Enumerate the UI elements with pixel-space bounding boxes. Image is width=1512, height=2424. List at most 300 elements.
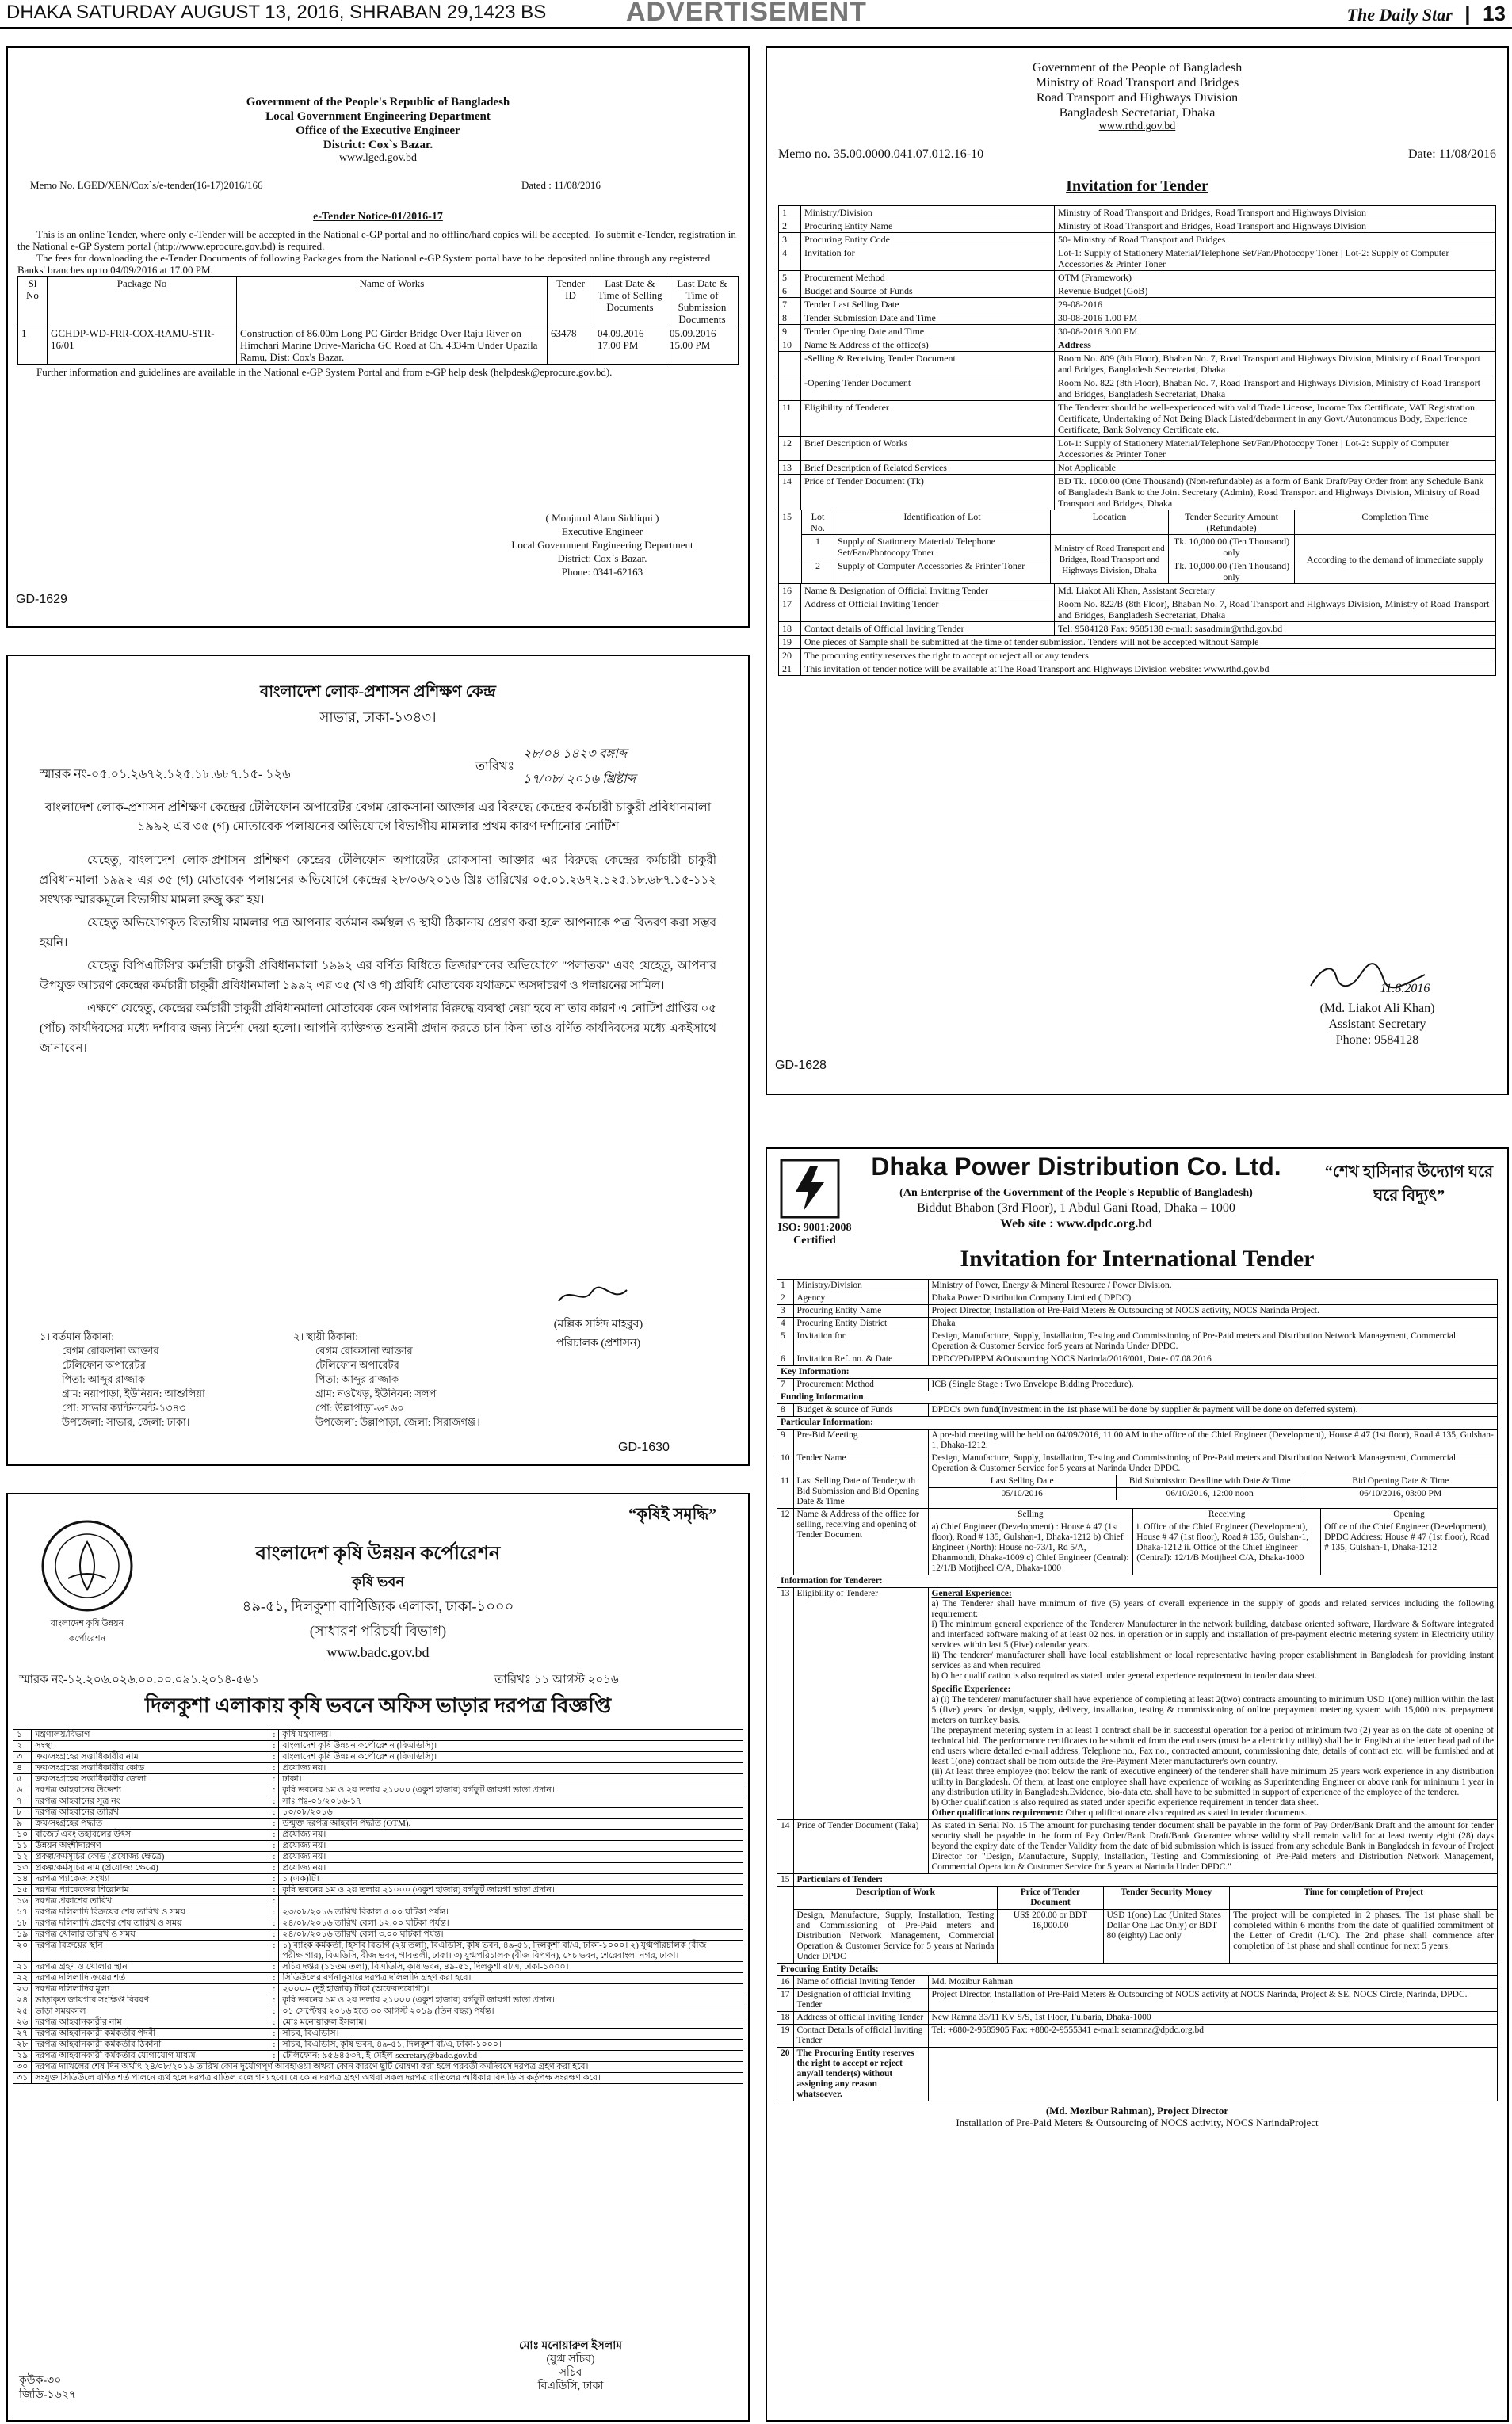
table-row (13, 2062, 743, 2073)
rthd-table-2 (778, 583, 1496, 636)
badc-cell: ১৫ (13, 1885, 32, 1896)
dpdc-section: Funding Information (777, 1391, 1498, 1404)
table-row (777, 1452, 1498, 1475)
badc-cell: ২৪ (13, 1995, 32, 2006)
table-row (13, 1930, 743, 1941)
dpdc-section: Key Information: (777, 1366, 1498, 1379)
table-row (779, 271, 1496, 284)
badc-cell: ২৭ (13, 2029, 32, 2040)
badc-cell: : (269, 1741, 279, 1752)
badc-cell: ২৪/০৮/২০১৬ তারিখ বেলা ১২.০০ ঘটিকা পর্যন্ত। (279, 1918, 743, 1930)
badc-cell: ১৪ (13, 1874, 32, 1885)
table-row (779, 437, 1496, 461)
dpdc-cell: Tender Name (793, 1452, 928, 1475)
table-row (779, 622, 1496, 636)
dpdc-cell: ICB (Single Stage : Two Envelope Bidding Procedure). (928, 1379, 1498, 1391)
dpdc-section: Particular Information: (777, 1417, 1498, 1430)
dpdc-sub-val: 06/10/2016, 03:00 PM (1304, 1488, 1497, 1501)
masthead-paper: The Daily Star | 13 (1346, 2, 1506, 25)
dpdc-subtable-cell (793, 1887, 1498, 1964)
dpdc-cell: Address of official Inviting Tender (793, 2012, 928, 2025)
dpdc-cell: 10 (777, 1452, 794, 1475)
table-row (777, 1588, 1498, 1820)
table-row (13, 1841, 743, 1852)
dpdc-cell: 5 (777, 1330, 794, 1353)
badc-heading: দিলকুশা এলাকায় কৃষি ভবনে অফিস ভাড়ার দরপত্র বিজ্ঞপ্তি (144, 1694, 612, 1717)
table-row (779, 636, 1496, 649)
dpdc-sub-head: Receiving (1133, 1509, 1321, 1521)
dpdc-cell: DPDC's own fund(Investment in the 1st phase will be done by supplier & payment will be done on deferred system). (928, 1404, 1498, 1417)
rthd-cell: Budget and Source of Funds (801, 284, 1055, 298)
rthd-cell: Not Applicable (1055, 461, 1496, 475)
dpdc-cell: 7 (777, 1379, 794, 1391)
lged-cell: 1 (18, 326, 48, 365)
dpdc-web[interactable]: Web site : www.dpdc.org.bd (999, 1217, 1153, 1231)
badc-cell: সংযুক্ত সিডিউলে বর্ণিত শর্ত পালনে ব্যর্থ হলে দরপত্র বাতিল বলে গণ্য হবে। যে কোন দরপত্র গ্রহণ অথবা সকল দরপত্র বাতিলের অধিকার বিএডিসি কর্তৃপক্ষ সংরক্ষণ করে। (32, 2073, 743, 2084)
part-head: Time for completion of Project (1230, 1887, 1497, 1910)
rthd-cell: Ministry of Road Transport and Bridges, Road Transport and Highways Division (1055, 219, 1496, 233)
badc-cell: ২১ (13, 1962, 32, 1973)
rthd-notes (778, 635, 1496, 676)
badc-cell: ১০ (13, 1830, 32, 1841)
badc-cell: : (269, 1763, 279, 1774)
badc-cell: দরপত্র প্যাকেজ সংখ্যা (32, 1874, 269, 1885)
ad-code: জিডি-১৬২৭ (19, 2389, 76, 2401)
table-row (13, 1830, 743, 1841)
badc-url[interactable]: www.badc.gov.bd (326, 1644, 430, 1660)
dpdc-cell: New Ramna 33/11 KV S/S, 1st Floor, Fulbaria, Dhaka-1000 (928, 2012, 1498, 2025)
lged-cell: Construction of 86.00m Long PC Girder Bridge Over Raju River on Himchari Marine Drive-Maricha GC Road at Ch. 4334m Under Upazila Ramu, Dist: Cox's Bazar. (237, 326, 548, 365)
dpdc-cell: 13 (777, 1588, 794, 1820)
dpdc-sub-val: Office of the Chief Engineer (Development), DPDC Address: House # 47 (1st floor), Road # 135, Gulshan-1, Dhaka-1212 (1321, 1521, 1497, 1575)
lged-th: Name of Works (237, 277, 548, 326)
table-row (13, 2006, 743, 2017)
table-row (779, 649, 1496, 662)
rthd-cell: BD Tk. 1000.00 (One Thousand) (Non-refundable) as a form of Bank Draft/Pay Order from any Schedule Bank of Bangladesh Bank to the Joint Secretary (Admin), Road Transport and Highways Division, Ministry of Road Transport and Bridges, Dhaka (1055, 475, 1496, 510)
badc-cell: ২৮ (13, 2040, 32, 2051)
table-row (13, 2029, 743, 2040)
badc-cell: ২৩/০৮/২০১৬ তারিখ বিকাল ৫.০০ ঘটিকা পর্যন্ত। (279, 1907, 743, 1918)
table-row (13, 1874, 743, 1885)
badc-memo: স্মারক নং-১২.২০৬.০২৬.০০.০০.০৯১.২০১৪-৫৬১ (19, 1674, 259, 1686)
badc-cell: ২০ (13, 1941, 32, 1962)
dpdc-signatory (777, 2105, 1498, 2128)
badc-cell: ১৩ (13, 1863, 32, 1874)
signatory-line: (মল্লিক সাঈদ মাহবুব) (553, 1319, 643, 1330)
rthd-cell: Tender Opening Date and Time (801, 325, 1055, 338)
table-row (13, 1995, 743, 2006)
dpdc-cell: Eligibility of Tenderer (793, 1588, 928, 1820)
badc-cell: ১২ (13, 1852, 32, 1863)
table-row (779, 376, 1496, 401)
badc-cell: ১৮ (13, 1918, 32, 1930)
rthd-cell: One pieces of Sample shall be submitted at the time of tender submission. Tenders will not be accepted without Sample (801, 636, 1496, 649)
badc-cell: ২২ (13, 1973, 32, 1984)
signatory-line: Local Government Engineering Department (511, 539, 693, 551)
badc-cell: দরপত্র প্রকাশের তারিখ (32, 1896, 269, 1907)
badc-cell: ১৯ (13, 1930, 32, 1941)
badc-cell: দরপত্র আহবানকারী কর্মকর্তার ঠিকানা (32, 2040, 269, 2051)
table-row (779, 233, 1496, 246)
badc-cell: : (269, 1995, 279, 2006)
badc-cell: কৃষি মন্ত্রণালয়। (279, 1730, 743, 1741)
badc-cell: : (269, 1852, 279, 1863)
dpdc-cell: 15 (777, 1874, 794, 1887)
lot-completion: According to the demand of immediate supply (1295, 535, 1496, 584)
badc-signatory (475, 2339, 666, 2393)
address-line: পো: উল্লাপাড়া-৬৭৬০ (315, 1402, 404, 1414)
lged-header-line: Government of the People's Republic of Bangladesh (246, 96, 510, 109)
badc-cell: : (269, 2006, 279, 2017)
badc-cell: প্রকল্প/কর্মসূচির কোড (প্রযোজ্য ক্ষেত্রে) (32, 1852, 269, 1863)
dpdc-cell: Tel: +880-2-9585905 Fax: +880-2-9555341 e-mail: seramna@dpdc.org.bd (928, 2025, 1498, 2048)
ad-code: GD-1629 (16, 593, 67, 606)
badc-cell: : (269, 1962, 279, 1973)
table-row (13, 1896, 743, 1907)
signatory-line: মোঃ মনোয়ারুল ইসলাম (518, 2340, 623, 2352)
dpdc-cell: Md. Mozibur Rahman (928, 1976, 1498, 1989)
badc-cell: ক্রয়/সংগ্রহের সত্তাধিকারীর কোড (32, 1763, 269, 1774)
table-row (13, 1941, 743, 1962)
table-row (13, 1984, 743, 1995)
dpdc-cell: Procurement Method (793, 1379, 928, 1391)
dpdc-cell: Design, Manufacture, Supply, Installation, Testing and Commissioning of Pre-Paid meters and Distribution Network Management, Commercial Operation & Customer Service for5 years at Narinda Under DPDC. (928, 1330, 1498, 1353)
dpdc-cell: Invitation for (793, 1330, 928, 1353)
rthd-header-line: Ministry of Road Transport and Bridges (1035, 76, 1239, 90)
badc-cell: দরপত্র দাখিলের শেষ দিন অর্থাৎ ২৪/০৮/২০১৬ তারিখ কোন দুর্যোগপূর্ণ আবহাওয়া অথবা কোন কারণে ছুটি ঘোষণা করা হলে পরবর্তী কর্মদিবসে দরপত্র গ্রহণ করা হবে। (32, 2062, 743, 2073)
dpdc-sub-head: Bid Submission Deadline with Date & Time (1116, 1475, 1304, 1488)
badc-cell: ১৭ (13, 1907, 32, 1918)
table-row (777, 1989, 1498, 2012)
table-row (13, 1962, 743, 1973)
bpatc-address-present (40, 1330, 293, 1430)
table-row (777, 1305, 1498, 1318)
part-val: Design, Manufacture, Supply, Installation, Testing and Commissioning of Pre-Paid meters and Distribution Network Management, Commercial Operation & Customer Service for 5 years at Narinda Under DPDC (794, 1910, 998, 1964)
dpdc-cell: A pre-bid meeting will be held on 04/09/2016, 11.00 AM in the office of the Chief Engineer (Development), House # 47 (1st floor), Road # 135, Gulshan-1, Dhaka-1212. (928, 1430, 1498, 1452)
rthd-cell: 3 (779, 233, 801, 246)
dpdc-cell: 17 (777, 1989, 794, 2012)
table-row (779, 401, 1496, 437)
badc-cell: : (269, 1918, 279, 1930)
badc-cell: ভাড়াকৃত জায়গার সংক্ষিপ্ত বিবরণ (32, 1995, 269, 2006)
dpdc-sub-val: 06/10/2016, 12:00 noon (1116, 1488, 1304, 1501)
rthd-cell: Address of Official Inviting Tender (801, 597, 1055, 622)
dpdc-cell: 18 (777, 2012, 794, 2025)
badc-cell: : (269, 1808, 279, 1819)
badc-cell: বাংলাদেশ কৃষি উন্নয়ন কর্পোরেশন (বিএডিসি)। (279, 1752, 743, 1763)
dpdc-sub-val: a) Chief Engineer (Development) : House # 47 (1st floor), Road # 135, Gulshan-1, Dhaka-1212 b) Chief Engineer (North): House no-73/1, Rd 5/A, Dhanmondi, Dhaka-1009 c) Chief Engineer (Central): 12/1/B Motijheel C/A, Dhaka-1000 (929, 1521, 1133, 1575)
table-row (779, 206, 1496, 219)
table-row (779, 535, 1496, 559)
eligibility-text: b) Other qualification is also required as stated under specific experience requirement in tender data sheet. (931, 1798, 1319, 1808)
badc-cell: : (269, 1885, 279, 1896)
part-head: Tender Security Money (1103, 1887, 1230, 1910)
dpdc-sub-head: Selling (929, 1509, 1133, 1521)
badc-cell: ১) ব্যাংক কর্মকর্তা, হিসাব বিভাগ (২য় তলা), বিএডিসি, কৃষি ভবন, ৪৯-৫১, দিলকুশা বা/এ, ঢাকা-১০০০। ২) যুগ্মপরিচালক (বীজ পরীক্ষাগার), বিএডিসি, বীজ ভবন, গাবতলী, ঢাকা। ৩) যুগ্মপরিচালক (বীজ বিপণন), সেচ ভবন, শেরেবাংলা নগর, ঢাকা। (279, 1941, 743, 1962)
badc-cell: : (269, 2017, 279, 2029)
dpdc-cell: Name of official Inviting Tender (793, 1976, 928, 1989)
dpdc-sub-val: 05/10/2016 (929, 1488, 1117, 1501)
rthd-cell: 9 (779, 325, 801, 338)
badc-cell: : (269, 1896, 279, 1907)
badc-cell: ২৯ (13, 2051, 32, 2062)
table-row (777, 1475, 1498, 1509)
signatory-line: Executive Engineer (561, 525, 643, 537)
rthd-cell: 6 (779, 284, 801, 298)
table-row (779, 662, 1496, 676)
rthd-cell: Contact details of Official Inviting Tender (801, 622, 1055, 636)
rthd-header (767, 60, 1507, 120)
eligibility-text: a) The Tenderer shall have minimum of five (5) years of overall experience in the supply of goods and related services including the following requirement: (931, 1599, 1494, 1619)
rthd-cell: 11 (779, 401, 801, 437)
dpdc-slogan: “শেখ হাসিনার উদ্যোগ ঘরে ঘরে বিদ্যুৎ” (1324, 1163, 1494, 1204)
rthd-cell: 16 (779, 584, 801, 597)
rthd-cell: 18 (779, 622, 801, 636)
lged-table (17, 276, 739, 365)
lot-location: Ministry of Road Transport and Bridges, Road Transport and Highways Division, Dhaka (1051, 535, 1169, 584)
part-val: The project will be completed in 2 phases. The 1st phase shall be completed within 6 months from the date of qualified commitment of the Letter of Credit (L/C). The 2nd phase shall commence after completion of 1st phase and shall continue for next 5 years. (1230, 1910, 1497, 1964)
dpdc-cell: Contact Details of official Inviting Tender (793, 2025, 928, 2048)
bpatc-date-1: ২৮/০৪ ১৪২৩ বঙ্গাব্দ (523, 747, 627, 761)
badc-cell: কৃষি ভবনের ১ম ও ২য় তলায় ২১০০০ (একুশ হাজার) বর্গফুট জায়গা ভাড়া প্রদান। (279, 1885, 743, 1896)
table-row (13, 2040, 743, 2051)
signatory-line: (যুগ্ম সচিব) (546, 2353, 595, 2365)
rthd-cell: Ministry of Road Transport and Bridges, Road Transport and Highways Division (1055, 206, 1496, 219)
rthd-cell: Procuring Entity Name (801, 219, 1055, 233)
eligibility-text: b) Other qualification is also required as stated under general experience requirement in tender data sheet. (931, 1671, 1318, 1681)
dpdc-cell: Price of Tender Document (Taka) (793, 1820, 928, 1874)
signature-mark (551, 1282, 646, 1311)
masthead-date: DHAKA SATURDAY AUGUST 13, 2016, SHRABAN 29,1423 BS (6, 2, 547, 23)
rthd-cell: 20 (779, 649, 801, 662)
lged-th: Last Date & Time of Selling Documents (594, 277, 666, 326)
eligibility-text: a) (i) The tenderer/ manufacturer shall have experience of completing at least 2(two) contracts amounting to minimum USD 1(one) million within the last 5 (five) years for design, supply, delivery, installation, testing & commissioning of online prepayment metering system with 15,000 nos. prepayment meters on turnkey basis. (931, 1695, 1494, 1725)
ad-code: কৃউক-৩০ (19, 2375, 62, 2387)
badc-cell: দরপত্র দলিলাদি বিক্রয়ের শেষ তারিখ ও সময় (32, 1907, 269, 1918)
dpdc-cell: 6 (777, 1353, 794, 1366)
badc-cell: ২৩ (13, 1984, 32, 1995)
rthd-cell: 7 (779, 298, 801, 311)
dpdc-cell (777, 1887, 794, 1964)
dpdc-cell: Procuring Entity District (793, 1318, 928, 1330)
badc-cell: : (269, 1730, 279, 1741)
badc-cell: ভাড়া সময়কাল (32, 2006, 269, 2017)
bpatc-para: যেহেতু, বাংলাদেশ লোক-প্রশাসন প্রশিক্ষণ কেন্দ্রের টেলিফোন অপারেটর রোকসানা আক্তার এর বিরুদ্ধে কেন্দ্রের কর্মচারী চাকুরী প্রবিধানমালা ১৯৯২ এর ৩৫ (গ) মোতাবেক পলায়নের অভিযোগে কেন্দ্রের ২৮/০৬/২০১৬ খ্রিঃ তারিখের ০৫.০১.২৬৭২.১২৫.১৮.৬৮৭.১৫-১১২ সংখ্যক স্মারকমূলে বিভাগীয় মামলা রুজু করা হয়। (40, 854, 716, 907)
rthd-signature (1274, 959, 1480, 1048)
badc-cell: ঢাকা। (279, 1774, 743, 1785)
page-number: 13 (1483, 2, 1506, 25)
masthead (0, 0, 1512, 29)
address-line: উপজেলা: সাভার, জেলা: ঢাকা। (62, 1416, 190, 1428)
eligibility-head: Other qualifications requirement: (931, 1808, 1063, 1818)
eligibility-text: The prepayment metering system in at least 1 contract shall be in successful operation for a period of minimum two (2) year as on the date of opening of technical bid. The performance certificates to be submitted from the end users (must be a electricity utility) shall be in English at the letter head pad of the end users where detailed e-mail address, Telephone no., Fax no., contracted amount, commissioning date, details of contract etc. will be furnished and at least 1(one) contract shall be from outside the Pre-Payment Meter manufacturer's own country. (931, 1726, 1494, 1766)
address-line: উপজেলা: উল্লাপাড়া, জেলা: সিরাজগঞ্জ। (315, 1416, 480, 1428)
bpatc-para: যেহেতু বিপিএটিসি'র কর্মচারী চাকুরী প্রবিধানমালা ১৯৯২ এর বর্ণিত বিধিতে ডিজারশনের অভিযোগে "পলাতক" এবং যেহেতু, আপনার উপযুক্ত আচরণ কেন্দ্রের কর্মচারী চাকুরী প্রবিধানমালা ১৯৯২ এর ৩৫ (খ ও গ) প্রবিধি মোতাবেক যথাক্রমে অসদাচরণ ও পলায়নের সামিল। (40, 960, 716, 992)
badc-cell: ৭ (13, 1796, 32, 1808)
rthd-cell: Procuring Entity Code (801, 233, 1055, 246)
table-row (777, 1820, 1498, 1874)
rthd-cell: Revenue Budget (GoB) (1055, 284, 1496, 298)
badc-cell: দরপত্র আহবানের তারিখ (32, 1808, 269, 1819)
dpdc-cell: Budget & source of Funds (793, 1404, 928, 1417)
badc-cell: সিডিউলের বর্ণনানুসারে দরপত্র দলিলাদি গ্রহণ করা হবে। (279, 1973, 743, 1984)
table-row (777, 1874, 1498, 1887)
signatory-line: Phone: 0341-62163 (561, 566, 643, 578)
table-row (13, 1774, 743, 1785)
badc-cell: ক্রয়/সংগ্রহের সত্তাধিকারীর নাম (32, 1752, 269, 1763)
badc-cell: প্রকল্প/কর্মসূচির নাম (প্রযোজ্য ক্ষেত্রে) (32, 1863, 269, 1874)
rthd-url[interactable]: www.rthd.gov.bd (1098, 120, 1176, 132)
bpatc-address-permanent (293, 1330, 547, 1430)
badc-table (13, 1729, 743, 2062)
dpdc-subtable-cell (928, 1509, 1498, 1575)
lged-header-line: District: Cox`s Bazar. (323, 139, 433, 151)
table-row (777, 2048, 1498, 2101)
rthd-cell: Room No. 822/B (8th Floor), Bhaban No. 7, Road Transport and Highways Division, Ministry of Road Transport and Bridges, Bangladesh Secretariat, Dhaka (1055, 597, 1496, 622)
badc-cell: সচিব, বিএডিসি। (279, 2029, 743, 2040)
dpdc-title: Dhaka Power Distribution Co. Ltd. (871, 1152, 1281, 1181)
badc-cell: ১ (এক)টি। (279, 1874, 743, 1885)
badc-cell: : (269, 1874, 279, 1885)
address-line: গ্রাম: নওখৈড়, ইউনিয়ন: সলপ (315, 1388, 437, 1399)
rthd-table (778, 205, 1496, 510)
address-line: গ্রাম: নয়াপাড়া, ইউনিয়ন: আশুলিয়া (62, 1388, 205, 1399)
badc-cell: : (269, 1796, 279, 1808)
rthd-cell: 1 (779, 206, 801, 219)
rthd-cell: 30-08-2016 3.00 PM (1055, 325, 1496, 338)
table-row (777, 1353, 1498, 1366)
lged-header-line: Local Government Engineering Department (265, 110, 491, 123)
table-row (777, 1280, 1498, 1292)
signatory-line: (Md. Liakot Ali Khan) (1319, 1002, 1435, 1015)
badc-cell: ৬ (13, 1785, 32, 1796)
rthd-cell: 4 (779, 246, 801, 271)
dpdc-iso: ISO: 9001:2008 Certified (777, 1222, 852, 1246)
ad-lged (6, 46, 750, 628)
dpdc-cell: Procuring Entity Name (793, 1305, 928, 1318)
lged-further: Further information and guidelines are available in the National e-GP System Portal and from e-GP help desk (helpdesk@eprocure.gov.bd). (36, 366, 613, 378)
badc-cell: উন্মুক্ত দরপত্র আহবান পদ্ধতি (OTM). (279, 1819, 743, 1830)
lot-head: Identification of Lot (834, 510, 1051, 535)
dpdc-sub-head: Bid Opening Date & Time (1304, 1475, 1497, 1488)
rthd-cell: Name & Address of the office(s) (801, 338, 1055, 352)
badc-cell: প্রযোজ্য নয়। (279, 1863, 743, 1874)
rthd-header-line: Bangladesh Secretariat, Dhaka (1059, 106, 1216, 120)
table-row (779, 475, 1496, 510)
table-row (13, 1863, 743, 1874)
eligibility-head: Specific Experience: (931, 1685, 1011, 1694)
rthd-cell: Room No. 822 (8th Floor), Bhaban No. 7, Road Transport and Highways Division, Ministry of Road Transport and Bridges, Bangladesh Secretariat, Dhaka (1055, 376, 1496, 401)
lged-header (8, 95, 748, 152)
dpdc-cell: The Procuring Entity reserves the right to accept or reject any/all tender(s) without assigning any reason whatsoever. (793, 2048, 928, 2101)
ad-code: GD-1630 (618, 1441, 670, 1454)
table-row (779, 338, 1496, 352)
rthd-cell: Lot-1: Supply of Stationery Material/Telephone Set/Fan/Photocopy Toner | Lot-2: Supply of Computer Accessories & Printer Toner (1055, 246, 1496, 271)
table-row (777, 1509, 1498, 1575)
dpdc-address: Biddut Bhabon (3rd Floor), 1 Abdul Gani Road, Dhaka – 1000 (917, 1201, 1235, 1215)
table-row (779, 461, 1496, 475)
badc-cell: প্রযোজ্য নয়। (279, 1841, 743, 1852)
dpdc-eligibility (928, 1588, 1498, 1820)
table-row (777, 1379, 1498, 1391)
lot-cell: Tk. 10,000.00 (Ten Thousand) only (1169, 559, 1295, 584)
table-row (13, 2073, 743, 2084)
lot-head: Lot No. (802, 510, 834, 535)
eligibility-text: ii) The tenderer/ manufacturer shall have local establishment or local representative having proper establishment in Bangladesh for providing instant services as and when required (931, 1651, 1494, 1670)
dpdc-section: Procuring Entity Details: (777, 1964, 1498, 1976)
badc-cell: : (269, 1774, 279, 1785)
address-line: পিতা: আব্দুর রাজ্জাক (315, 1373, 399, 1385)
table-row (777, 1404, 1498, 1417)
dpdc-cell: Project Director, Installation of Pre-Paid Meters & Outsourcing of NOCS activity at NOCS Narinda, Project & SE, NOCS Circle, Narinda, DPDC. (928, 1989, 1498, 2012)
signatory-line: (Md. Mozibur Rahman), Project Director (1045, 2105, 1229, 2117)
lged-th: Sl No (18, 277, 48, 326)
table-row (777, 1976, 1498, 1989)
dpdc-heading: Invitation for International Tender (960, 1246, 1315, 1272)
dpdc-cell: 1 (777, 1280, 794, 1292)
dpdc-cell: 20 (777, 2048, 794, 2101)
signatory-line: পরিচালক (প্রশাসন) (556, 1338, 641, 1349)
badc-cell: প্রযোজ্য নয়। (279, 1830, 743, 1841)
signatory-line: Phone: 9584128 (1335, 1033, 1419, 1047)
ad-badc (6, 1493, 750, 2422)
address-line: বেগম রোকসানা আক্তার (62, 1345, 159, 1357)
lged-notice-title: e-Tender Notice-01/2016-17 (313, 211, 443, 223)
badc-cell: : (269, 1863, 279, 1874)
badc-cell: ৪ (13, 1763, 32, 1774)
badc-cell: : (269, 1830, 279, 1841)
badc-cell: দরপত্র আহবানের উদ্দেশ্য (32, 1785, 269, 1796)
dpdc-cell: 8 (777, 1404, 794, 1417)
eligibility-text: i) The minimum general experience of the Tenderer/ Manufacturer in the network building, database oriented software, Hardware & Software integrated and interfaced software making of at least 02 nos. in operation or in supply and installation of pre-payment electric metering system in Electricity utility services within last 5 (Five) calendar years. (931, 1620, 1494, 1650)
lged-url[interactable]: www.lged.gov.bd (338, 152, 418, 164)
table-row (13, 1973, 743, 1984)
lot-head: Location (1051, 510, 1169, 535)
table-row (779, 219, 1496, 233)
lged-intro: This is an online Tender, where only e-Tender will be accepted in the National e-GP portal and no offline/hard copies will be accepted. To submit e-Tender, registration in the National e-GP System portal (http://www.eprocure.gov.bd) is required. (17, 228, 736, 252)
lot-head: Tender Security Amount (Refundable) (1169, 510, 1295, 535)
badc-cell: : (269, 1930, 279, 1941)
badc-cell: মোঃ মনোয়ারুল ইসলাম। (279, 2017, 743, 2029)
table-row (779, 298, 1496, 311)
rthd-cell: -Opening Tender Document (801, 376, 1055, 401)
badc-cell: বাংলাদেশ কৃষি উন্নয়ন কর্পোরেশন (বিএডিসি)। (279, 1741, 743, 1752)
rthd-cell: Lot-1: Supply of Stationery Material/Telephone Set/Fan/Photocopy Toner | Lot-2: Supply of Computer Accessories & Printer Toner (1055, 437, 1496, 461)
lged-cell: GCHDP-WD-FRR-COX-RAMU-STR-16/01 (48, 326, 237, 365)
rthd-cell: 12 (779, 437, 801, 461)
dpdc-cell: 12 (777, 1509, 794, 1575)
badc-logo-text: বাংলাদেশ কৃষি উন্নয়ন কর্পোরেশন (50, 1619, 124, 1643)
table-row (779, 597, 1496, 622)
badc-cell: সংস্থা (32, 1741, 269, 1752)
table-row (13, 1730, 743, 1741)
lot-cell: Supply of Stationery Material/ Telephone Set/Fan/Photocopy Toner (834, 535, 1051, 559)
lged-cell: 05.09.2016 15.00 PM (666, 326, 739, 365)
dpdc-cell: 11 (777, 1475, 794, 1509)
dpdc-sub-head: Opening (1321, 1509, 1497, 1521)
ad-bpatc (6, 655, 750, 1466)
badc-cell: ৯ (13, 1819, 32, 1830)
badc-cell: দরপত্র দলিলাদির মূল্য (32, 1984, 269, 1995)
dpdc-offices-table (929, 1509, 1498, 1575)
dpdc-cell (928, 2048, 1498, 2101)
bpatc-subject: বাংলাদেশ লোক-প্রশাসন প্রশিক্ষণ কেন্দ্রের টেলিফোন অপারেটর বেগম রোকসানা আক্তার এর বিরুদ্ধে কেন্দ্রের কর্মচারী চাকুরী প্রবিধানমালা ১৯৯২ এর ৩৫ (গ) মোতাবেক পলায়নের অভিযোগে বিভাগীয় মামলার প্রথম কারণ দর্শানোর নোটিশ (44, 801, 712, 834)
bpatc-memo: স্মারক নং-০৫.০১.২৬৭২.১২৫.১৮.৬৮৭.১৫- ১২৬ (40, 768, 291, 781)
badc-cell: বাজেট এবং তহবিলের উৎস (32, 1830, 269, 1841)
badc-cell: দরপত্র বিক্রয়ের স্থান (32, 1941, 269, 1962)
table-row (13, 1763, 743, 1774)
badc-cell: ক্রয়/সংগ্রহের পদ্ধতি (32, 1819, 269, 1830)
